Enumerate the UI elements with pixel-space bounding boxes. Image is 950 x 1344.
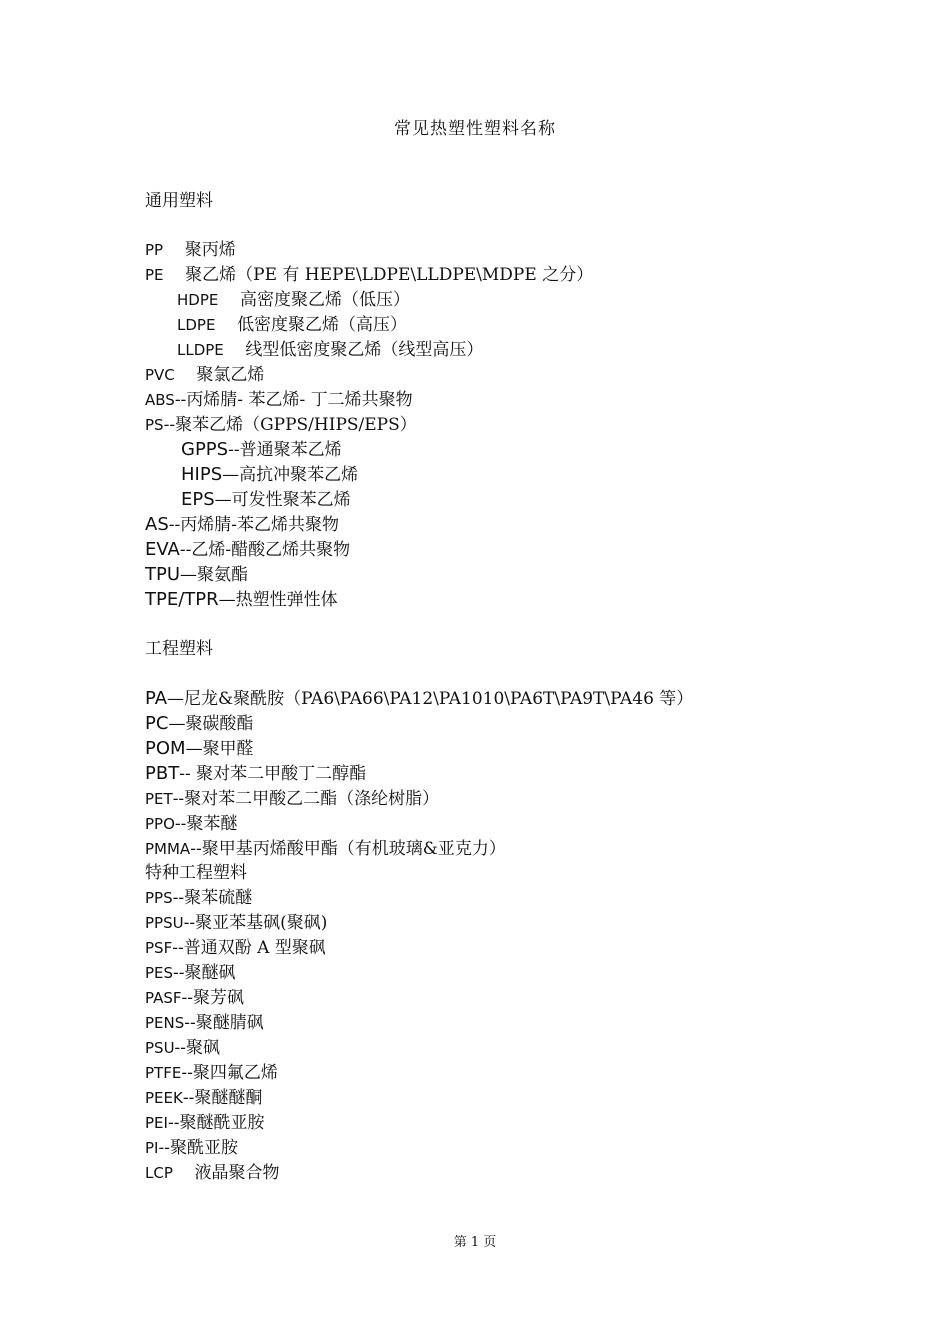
list-item: PTFE--聚四氟乙烯 (145, 1063, 278, 1083)
list-item: PA—尼龙&聚酰胺（PA6\PA66\PA12\PA1010\PA6T\PA9T\PA46 等） (145, 688, 694, 709)
list-item: TPU—聚氨酯 (145, 564, 249, 585)
list-item: PASF--聚芳砜 (145, 988, 244, 1008)
list-item: PPSU--聚亚苯基砜(聚砜) (145, 913, 328, 933)
list-item: POM—聚甲醛 (145, 738, 254, 759)
list-item: PEI--聚醚酰亚胺 (145, 1113, 265, 1133)
section-heading-general-plastics: 通用塑料 (145, 191, 213, 211)
section-heading-special-engineering-plastics: 特种工程塑料 (145, 863, 247, 883)
list-item: PEEK--聚醚醚酮 (145, 1088, 263, 1108)
list-item: EPS—可发性聚苯乙烯 (181, 489, 351, 510)
list-item: PC—聚碳酸酯 (145, 713, 254, 734)
list-item: PSF--普通双酚 A 型聚砜 (145, 938, 326, 958)
list-item: PMMA--聚甲基丙烯酸甲酯（有机玻璃&亚克力） (145, 839, 506, 859)
page-number-footer: 第 1 页 (453, 1235, 497, 1250)
list-item: EVA--乙烯-醋酸乙烯共聚物 (145, 539, 351, 560)
list-item: PBT-- 聚对苯二甲酸丁二醇酯 (145, 763, 367, 784)
list-item: PES--聚醚砜 (145, 963, 236, 983)
list-item: LLDPE 线型低密度聚乙烯（线型高压） (177, 340, 484, 360)
list-item: PI--聚酰亚胺 (145, 1138, 238, 1158)
list-item: HDPE 高密度聚乙烯（低压） (177, 290, 410, 310)
list-item: PS--聚苯乙烯（GPPS/HIPS/EPS） (145, 415, 417, 435)
list-item: LDPE 低密度聚乙烯（高压） (177, 315, 408, 335)
section-heading-engineering-plastics: 工程塑料 (145, 639, 213, 659)
document-title: 常见热塑性塑料名称 (394, 119, 556, 139)
list-item: LCP 液晶聚合物 (145, 1163, 280, 1183)
list-item: PPS--聚苯硫醚 (145, 888, 253, 908)
list-item: GPPS--普通聚苯乙烯 (181, 439, 342, 460)
list-item: PPO--聚苯醚 (145, 814, 238, 834)
list-item: PE 聚乙烯（PE 有 HEPE\LDPE\LLDPE\MDPE 之分） (145, 265, 594, 285)
list-item: PVC 聚氯乙烯 (145, 365, 265, 385)
list-item: AS--丙烯腈-苯乙烯共聚物 (145, 514, 339, 535)
list-item: PET--聚对苯二甲酸乙二酯（涤纶树脂） (145, 789, 440, 809)
list-item: PENS--聚醚腈砜 (145, 1013, 264, 1033)
list-item: HIPS—高抗冲聚苯乙烯 (181, 464, 359, 485)
list-item: TPE/TPR—热塑性弹性体 (145, 589, 338, 610)
list-item: PSU--聚砜 (145, 1038, 221, 1058)
list-item: ABS--丙烯腈- 苯乙烯- 丁二烯共聚物 (145, 390, 413, 410)
list-item: PP 聚丙烯 (145, 240, 236, 260)
